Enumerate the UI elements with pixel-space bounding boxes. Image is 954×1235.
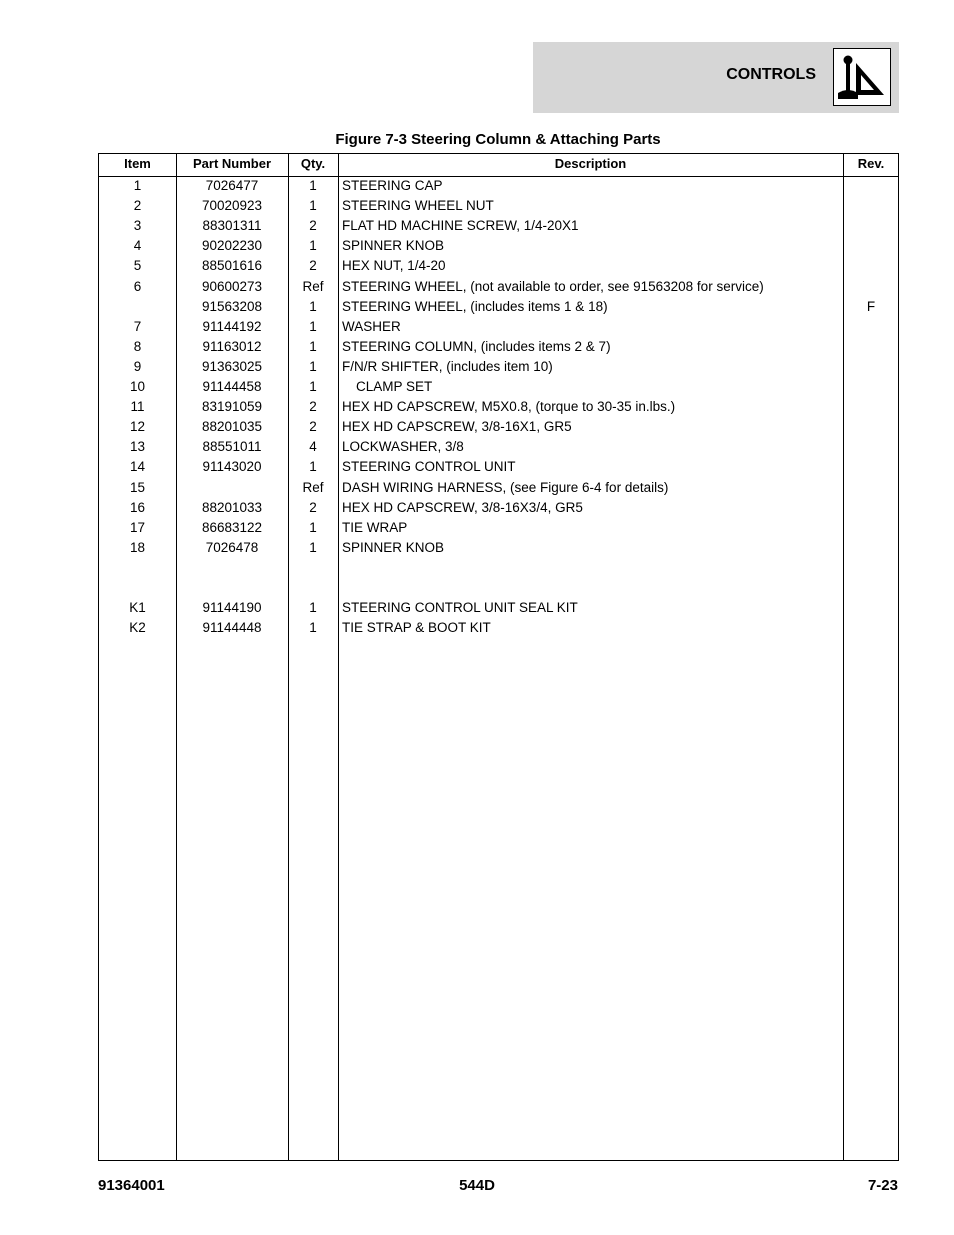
table-row	[99, 498, 898, 518]
item-cell: 15	[129, 479, 146, 495]
part-number-cell: 7026477	[205, 178, 259, 193]
part-number-cell: 7026478	[205, 539, 259, 555]
table-row	[99, 297, 898, 317]
part-number-cell: 88301311	[202, 218, 262, 234]
section-title: CONTROLS	[726, 66, 816, 83]
item-cell: 17	[129, 519, 146, 535]
qty-cell: 4	[309, 439, 317, 455]
figure-title: Figure 7-3 Steering Column & Attaching Parts	[335, 131, 661, 148]
description-cell: TIE WRAP	[342, 519, 408, 535]
table-row	[99, 377, 898, 397]
column-header-qty: Qty.	[300, 156, 326, 171]
qty-cell: Ref	[302, 479, 324, 495]
qty-cell: 2	[309, 218, 317, 234]
item-cell: 11	[130, 399, 145, 415]
qty-cell: 2	[309, 258, 317, 274]
qty-cell: 1	[309, 238, 317, 254]
table-row	[99, 397, 898, 417]
table-row	[99, 478, 898, 498]
item-cell: 1	[133, 178, 142, 193]
table-row	[99, 598, 898, 618]
description-cell: F/N/R SHIFTER, (includes item 10)	[342, 358, 553, 374]
table-row	[99, 417, 898, 437]
qty-cell: 1	[309, 318, 317, 334]
description-cell: HEX HD CAPSCREW, M5X0.8, (torque to 30-35 in.lbs.)	[342, 399, 676, 415]
qty-cell: 2	[309, 499, 317, 515]
part-number-cell: 88201035	[201, 419, 263, 435]
qty-cell: 1	[309, 198, 317, 214]
part-number-cell: 91563208	[201, 298, 263, 314]
item-cell: 2	[133, 198, 142, 214]
description-cell: STEERING COLUMN, (includes items 2 & 7)	[342, 338, 611, 354]
part-number-cell: 70020923	[201, 198, 263, 214]
item-cell: 18	[129, 539, 146, 555]
qty-cell: 1	[309, 298, 317, 314]
description-cell: SPINNER KNOB	[342, 238, 445, 254]
column-header-item: Item	[124, 156, 151, 171]
qty-cell: 1	[309, 178, 317, 193]
qty-cell: 1	[309, 358, 317, 374]
description-cell: STEERING WHEEL NUT	[342, 198, 494, 214]
part-number-cell: 91144448	[202, 620, 262, 636]
table-row	[99, 457, 898, 477]
item-cell: 5	[133, 258, 142, 274]
qty-cell: 1	[309, 600, 317, 616]
column-header-part-number: Part Number	[192, 156, 272, 171]
item-cell: 12	[129, 419, 146, 435]
item-cell: 10	[129, 379, 146, 394]
part-number-cell: 88551011	[202, 439, 262, 455]
footer-model: 544D	[459, 1177, 495, 1194]
description-cell: FLAT HD MACHINE SCREW, 1/4-20X1	[342, 218, 579, 234]
item-cell: 16	[129, 499, 146, 515]
description-cell: SPINNER KNOB	[342, 539, 445, 555]
joystick-control-icon	[833, 48, 891, 106]
qty-cell: 2	[309, 399, 317, 415]
table-row	[99, 437, 898, 457]
description-cell: WASHER	[342, 318, 401, 334]
part-number-cell: 91144458	[202, 379, 262, 394]
table-row	[99, 618, 898, 638]
column-header-rev: Rev.	[857, 156, 885, 171]
item-cell: 14	[129, 459, 146, 475]
part-number-cell: 88501616	[201, 258, 263, 274]
table-row	[99, 176, 898, 196]
item-cell: 7	[133, 318, 142, 334]
description-cell: LOCKWASHER, 3/8	[342, 439, 464, 455]
item-cell: 8	[133, 338, 142, 354]
parts-table	[98, 153, 899, 1161]
table-row	[99, 236, 898, 256]
qty-cell: 1	[309, 338, 317, 354]
item-cell: 3	[133, 218, 142, 234]
part-number-cell: 91144190	[202, 600, 262, 616]
item-cell: 9	[133, 358, 142, 374]
description-cell: STEERING CONTROL UNIT	[342, 459, 516, 475]
item-cell: 6	[133, 278, 142, 294]
qty-cell: 1	[309, 620, 317, 636]
description-cell: STEERING WHEEL, (includes items 1 & 18)	[342, 298, 608, 314]
table-row	[99, 518, 898, 538]
description-cell: CLAMP SET	[356, 379, 433, 394]
part-number-cell: 90600273	[201, 278, 263, 294]
description-cell: STEERING CAP	[342, 178, 443, 193]
part-number-cell: 83191059	[201, 399, 263, 415]
table-row	[99, 558, 898, 578]
description-cell: STEERING CONTROL UNIT SEAL KIT	[342, 600, 578, 616]
table-row	[99, 337, 898, 357]
part-number-cell: 88201033	[201, 499, 263, 515]
footer-document-number: 91364001	[98, 1177, 165, 1194]
table-row	[99, 357, 898, 377]
part-number-cell: 91163012	[202, 338, 262, 354]
table-row	[99, 317, 898, 337]
part-number-cell: 91363025	[201, 358, 263, 374]
description-cell: STEERING WHEEL, (not available to order, see 91563208 for service)	[342, 278, 764, 294]
part-number-cell: 91144192	[202, 318, 262, 334]
description-cell: HEX HD CAPSCREW, 3/8-16X3/4, GR5	[342, 499, 583, 515]
qty-cell: 1	[309, 379, 317, 394]
footer-page-number: 7-23	[867, 1177, 898, 1194]
column-header-description: Description	[554, 156, 627, 171]
description-cell: HEX NUT, 1/4-20	[342, 258, 446, 274]
part-number-cell: 90202230	[201, 238, 263, 254]
qty-cell: 2	[309, 419, 317, 435]
qty-cell: Ref	[302, 278, 324, 294]
part-number-cell: 91143020	[202, 459, 262, 475]
description-cell: TIE STRAP & BOOT KIT	[342, 620, 491, 636]
table-row	[99, 538, 898, 558]
part-number-cell: 86683122	[201, 519, 263, 535]
item-cell: K2	[129, 620, 146, 636]
table-row	[99, 196, 898, 216]
table-row	[99, 256, 898, 276]
item-cell: 13	[129, 439, 146, 455]
table-row	[99, 216, 898, 236]
description-cell: HEX HD CAPSCREW, 3/8-16X1, GR5	[342, 419, 572, 435]
table-row	[99, 277, 898, 297]
qty-cell: 1	[309, 519, 317, 535]
item-cell: K1	[129, 600, 146, 616]
description-cell: DASH WIRING HARNESS, (see Figure 6-4 for details)	[342, 479, 669, 495]
rev-cell: F	[866, 298, 876, 314]
qty-cell: 1	[309, 539, 317, 555]
table-row	[99, 578, 898, 598]
qty-cell: 1	[309, 459, 317, 475]
item-cell: 4	[133, 238, 142, 254]
